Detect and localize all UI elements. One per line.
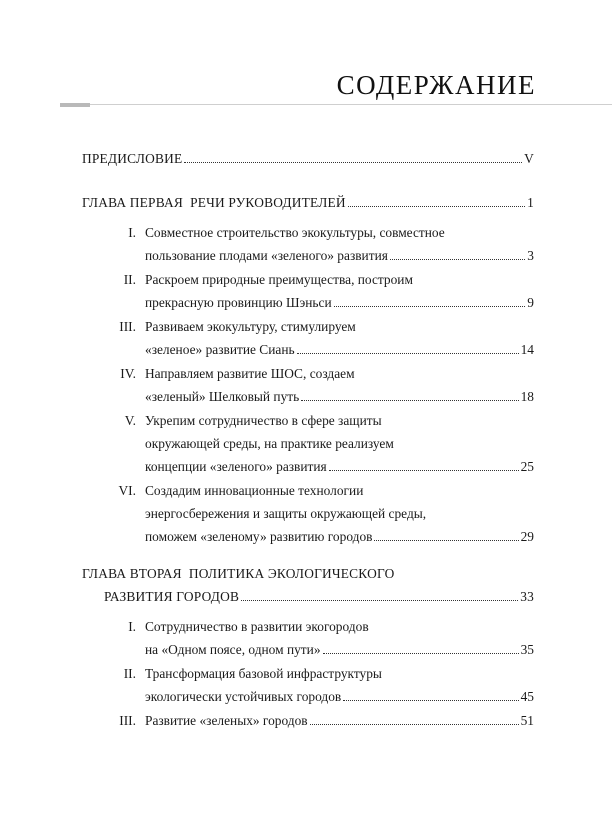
dot-leader	[310, 724, 519, 725]
toc-page-number: V	[524, 151, 534, 166]
toc-item-number: I.	[128, 225, 136, 240]
toc-item-number: VI.	[118, 483, 136, 498]
toc-page-number: 9	[527, 295, 534, 310]
toc-item-text: «зеленый» Шелковый путь	[145, 389, 300, 404]
toc-chapter-title: РАЗВИТИЯ ГОРОДОВ	[104, 589, 240, 604]
toc-item-2-3[interactable]	[145, 713, 534, 729]
dot-leader	[374, 540, 518, 541]
toc-item-line	[145, 483, 534, 499]
toc-item-2-1[interactable]	[145, 642, 534, 658]
toc-item-line	[145, 619, 534, 635]
dot-leader	[323, 653, 519, 654]
toc-item-text: Раскроем природные преимущества, построим	[145, 272, 413, 287]
toc-item-number: I.	[128, 619, 136, 634]
toc-item-1-2[interactable]	[145, 295, 534, 311]
page-title: СОДЕРЖАНИЕ	[336, 70, 536, 100]
toc-item-text: энергосбережения и защиты окружающей среды,	[145, 506, 427, 521]
toc-page-number: 45	[520, 689, 534, 704]
toc-item-number: IV.	[120, 366, 136, 381]
toc-item-text: пользование плодами «зеленого» развития	[145, 248, 388, 263]
toc-item-text: поможем «зеленому» развитию городов	[145, 529, 373, 544]
toc-item-number: III.	[119, 319, 136, 334]
dot-leader	[297, 353, 519, 354]
dot-leader	[184, 162, 522, 163]
dot-leader	[241, 600, 518, 601]
toc-item-number: II.	[123, 666, 136, 681]
toc-page-number: 14	[520, 342, 534, 357]
toc-item-line	[145, 666, 534, 682]
toc-item-text: Развиваем экокультуру, стимулируем	[145, 319, 356, 334]
dot-leader	[348, 206, 525, 207]
toc-entry-preface[interactable]	[82, 151, 534, 167]
toc-item-line	[145, 413, 534, 429]
dot-leader	[343, 700, 518, 701]
toc-item-number: II.	[123, 272, 136, 287]
toc-chapter-title: ГЛАВА ПЕРВАЯ РЕЧИ РУКОВОДИТЕЛЕЙ	[82, 195, 346, 210]
toc-item-1-1[interactable]	[145, 248, 534, 264]
toc-item-line	[145, 506, 534, 522]
toc-item-1-3[interactable]	[145, 342, 534, 358]
toc-item-text: Трансформация базовой инфраструктуры	[145, 666, 382, 681]
toc-item-number: III.	[119, 713, 136, 728]
toc-entry-chapter-2[interactable]	[104, 589, 534, 605]
toc-item-text: «зеленое» развитие Сиань	[145, 342, 295, 357]
toc-page-number: 25	[520, 459, 534, 474]
toc-page-number: 18	[520, 389, 534, 404]
toc-item-text: экологически устойчивых городов	[145, 689, 342, 704]
toc-item-text: Сотрудничество в развитии экогородов	[145, 619, 369, 634]
toc-page-number: 1	[527, 195, 534, 210]
toc-item-text: концепции «зеленого» развития	[145, 459, 327, 474]
toc-item-1-4[interactable]	[145, 389, 534, 405]
toc-item-line	[145, 272, 534, 288]
toc-item-line	[145, 436, 534, 452]
toc-item-line	[145, 319, 534, 335]
toc-item-line	[145, 225, 534, 241]
dot-leader	[329, 470, 519, 471]
toc-item-line	[145, 366, 534, 382]
toc-item-text: Направляем развитие ШОС, создаем	[145, 366, 355, 381]
toc-item-text: прекрасную провинцию Шэньси	[145, 295, 332, 310]
toc-page-number: 3	[527, 248, 534, 263]
toc-item-text: окружающей среды, на практике реализуем	[145, 436, 394, 451]
toc-entry-chapter-1[interactable]	[82, 195, 534, 211]
toc-item-text: на «Одном поясе, одном пути»	[145, 642, 321, 657]
toc-page-number: 51	[520, 713, 534, 728]
toc-page-number: 35	[520, 642, 534, 657]
toc-page-number: 33	[520, 589, 534, 604]
toc-item-2-2[interactable]	[145, 689, 534, 705]
toc-item-text: Совместное строительство экокультуры, совместное	[145, 225, 445, 240]
toc-item-text: Создадим инновационные технологии	[145, 483, 364, 498]
toc-item-number: V.	[124, 413, 136, 428]
toc-chapter-title: ГЛАВА ВТОРАЯ ПОЛИТИКА ЭКОЛОГИЧЕСКОГО	[82, 566, 395, 581]
toc-item-text: Укрепим сотрудничество в сфере защиты	[145, 413, 382, 428]
toc-entry-label: ПРЕДИСЛОВИЕ	[82, 151, 183, 166]
dot-leader	[301, 400, 518, 401]
dot-leader	[390, 259, 525, 260]
dot-leader	[334, 306, 526, 307]
toc-page-number: 29	[520, 529, 534, 544]
toc-item-1-5[interactable]	[145, 459, 534, 475]
toc-item-1-6[interactable]	[145, 529, 534, 545]
toc-item-text: Развитие «зеленых» городов	[145, 713, 308, 728]
toc-chapter-2-title-line	[82, 566, 534, 582]
